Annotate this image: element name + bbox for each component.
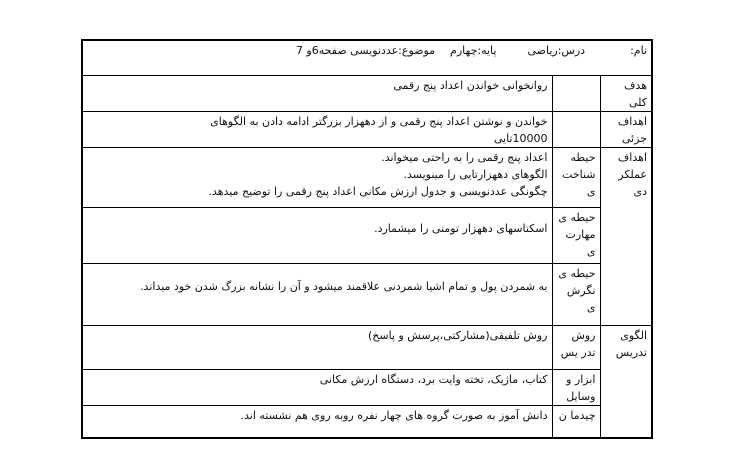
partial-goals-content: خواندن و نوشتن اعداد پنج رقمی و از دههزار بزرگتر ادامه دادن به الگوهای 10000تایی: [82, 112, 552, 148]
attitude-content: به شمردن پول و تمام اشیا شمردنی علاقمند میشود و آن را نشانه بزرگ شدن خود میداند.: [82, 264, 552, 326]
lesson-label: درس:ریاضی: [527, 44, 586, 57]
tools-domain: ابزار و وسایل: [552, 370, 600, 406]
general-goal-label: هدف کلی: [600, 76, 652, 112]
cognitive-line-1: اعداد پنج رقمی را به راحتی میخواند.: [381, 151, 548, 164]
skill-content: اسکناسهای دههزار تومنی را میشمارد.: [82, 208, 552, 264]
header-cell: [82, 40, 652, 76]
lesson-plan-document: [81, 39, 653, 439]
method-row: [82, 326, 652, 370]
performance-goals-label: اهداف عملکر دی: [600, 148, 652, 326]
partial-goals-row: [82, 112, 652, 148]
skill-row: [82, 208, 652, 264]
general-goal-row: [82, 76, 652, 112]
arrangement-content: دانش آموز به صورت گروه های چهار نفره روبه روی هم نشسته اند.: [82, 406, 552, 439]
grade-label: پایه:چهارم: [450, 44, 497, 57]
topic-label: موضوع:عددنویسی صفحه6و 7: [295, 44, 436, 57]
teaching-pattern-label: الگوی تدریس: [600, 326, 652, 439]
header-row: [82, 40, 652, 76]
cognitive-line-2: الگوهای دههزارتایی را مینویسد.: [403, 168, 548, 181]
cognitive-row: [82, 148, 652, 208]
cognitive-domain: حیطه شناخت ی: [552, 148, 600, 208]
method-content: روش تلفیقی(مشارکتی،پرسش و پاسخ): [82, 326, 552, 370]
general-goal-content: روانخوانی خواندن اعداد پنج رقمی: [82, 76, 552, 112]
arrangement-domain: چیدما ن: [552, 406, 600, 439]
cognitive-content: [82, 148, 552, 208]
attitude-row: [82, 264, 652, 326]
tools-row: [82, 370, 652, 406]
attitude-domain: حیطه ی نگرش ی: [552, 264, 600, 326]
tools-content: کتاب، ماژیک، تخته وایت برد، دستگاه ارزش مکانی: [82, 370, 552, 406]
lesson-plan-table: [81, 39, 653, 439]
arrangement-row: [82, 406, 652, 439]
name-label: نام:: [630, 44, 647, 57]
method-domain: روش تدر یس: [552, 326, 600, 370]
general-goal-spacer: [552, 76, 600, 112]
partial-goals-label: اهداف جزئی: [600, 112, 652, 148]
cognitive-line-3: چگونگی عددنویسی و جدول ارزش مکانی اعداد پنج رقمی را توضیح میدهد.: [208, 185, 548, 198]
skill-domain: حیطه ی مهارت ی: [552, 208, 600, 264]
partial-goals-spacer: [552, 112, 600, 148]
